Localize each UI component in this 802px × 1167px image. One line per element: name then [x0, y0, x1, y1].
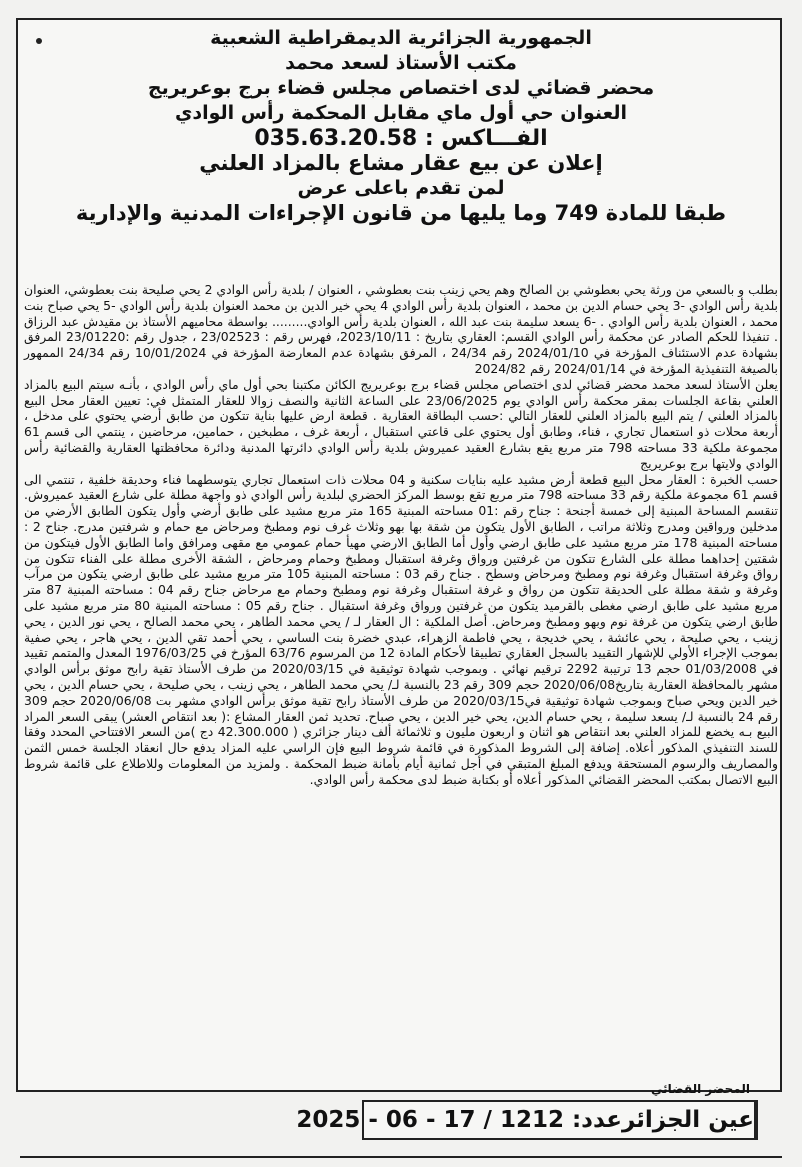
office-address: العنوان حي أول ماي مقابل المحكمة رأس الوادي — [174, 102, 628, 124]
signature-label: المحضر القضائي — [650, 1082, 750, 1096]
bottom-divider — [20, 1156, 782, 1162]
publication-reference: عين الجزائرعدد: 1212 / 17 - 06 - 2025 — [362, 1100, 758, 1140]
announcement-body — [24, 282, 778, 788]
office-name: مكتب الأستاذ لسعد محمد — [285, 52, 517, 74]
notice-subtitle: لمن تقدم باعلى عرض — [297, 177, 505, 199]
announcement-header — [20, 26, 782, 226]
notice-title: إعلان عن بيع عقار مشاع بالمزاد العلني — [199, 151, 603, 175]
fax-number: الفـــاكس : 035.63.20.58 — [254, 126, 548, 151]
bailiff-title: محضر قضائي لدى اختصاص مجلس قضاء برج بوعريريج — [147, 77, 655, 99]
republic-title: الجمهورية الجزائرية الديمقراطية الشعبية — [210, 27, 592, 49]
paragraph-sale: يعلن الأستاذ لسعد محمد محضر قضائي لدى اختصاص مجلس قضاء برج بوعريريج الكائن مكتبنا بحي أول ماي رأس الوادي ، بأنـه سيتم البيع بالمزاد العلني بقاعة الجلسات بمقر محكمة رأس الوادي يوم 23/06/2025 على الساعة الثانية والنصف زوالا للعقار المتمثل في: تعيين العقار محل البيع بالمزاد العلني / يتم البيع بالمزاد العلني للعقار التالي :حسب البطاقة العقارية . قطعة ارض عليها بناية تتكون من طابق أرضي يحتوي على مدخل ، أربعة محلات ذو استعمال تجاري ، فناء، وطابق أول يحتوي على قاعتي استقبال ، أربعة غرف ، مطبخين ، حمامين، مرحاضين ، ينتمي الى قسم 61 مجموعة ملكية 33 مساحته 798 متر مربع يقع بشارع العقيد عميروش بلدية رأس الوادي دائرتها المدنية ودائرة محافظتها العقارية والقضائية رأس الوادي ولايتها برج بوعريريج — [24, 376, 779, 471]
legal-article: طبقا للمادة 749 وما يليها من قانون الإجراءات المدنية والإدارية — [75, 201, 727, 225]
paragraph-plaintiffs: بطلب و بالسعي من ورثة يحي بعطوشي بن الصالح وهم يحي زينب بنت بعطوشي ، العنوان / بلدية رأس الوادي 2 يحي صليحة بنت بعطوشي، العنوان بلدية رأس الوادي -3 يحي حسام الدين بن محمد ، العنوان بلدية رأس الوادي 4 يحي خير الدين بن محمد العنوان بلدية رأس الوادي -5 يحي صباح بنت محمد ، العنوان بلدية رأس الوادي . -6 يسعد سليمة بنت عبد الله ، العنوان بلدية رأس الوادي......... بواسطة محاميهم الأستاذ بن مقيدش عبد الرزاق . تنفيذا للحكم الصادر عن محكمة رأس الوادي القسم: العقاري بتاريخ : 2023/10/11، فهرس رقم : 23/02523 ، جدول رقم :23/01220 المرفق بشهادة عدم الاستئناف المؤرخة في 2024/01/10 رقم 24/34 ، المرفق بشهادة عدم المعارضة المؤرخة في 10/01/2024 رقم 24/34 الممهور بالصيغة التنفيذية المؤرخة في 2024/01/14 رقم 2024/82 — [24, 282, 779, 376]
paragraph-expertise: حسب الخبرة : العقار محل البيع قطعة أرض مشيد عليه بنايات سكنية و 04 محلات ذات استعمال تجاري يتوسطهما فناء وحديقة خلفية ، تنتمي الى قسم 61 مجموعة ملكية رقم 33 مساحته 798 متر مربع تقع بوسط المركز الحضري لبلدية رأس الوادي ذو واجهة مطلة على شارع العقيد عميروش. تنقسم المساحة المبنية إلى خمسة أجنحة : جناح رقم :01 مساحته المبنية 165 متر مربع مشيد على طابق أرضي وأول يتكون الطابق الأرضي من مدخلين ورواقين ومدرج وثلاثة مراتب ، الطابق الأول يتكون من شقة بها بهو وثلاث غرف نوم ومطبخ ومرحاض مع حمام و شرفتين مدرج. جناح 2 : مساحته المبنية 178 متر مربع مشيد على طابق ارضي وأول أما الطابق الارضي مهيأ حمام عمومي مع مقهى ومرافق واما الطابق الأول فيتكون من شقتين إحداهما مطلة على الشارع تتكون من غرفتين ورواق وغرفة استقبال ومطبخ وحمام ومرحاض ، الشقة الأخرى مطلة على الفناء تتكون من رواق وغرفة استقبال وغرفة نوم ومطبخ ومرحاض وسطح . جناح رقم 03 : مساحته المبنية 105 متر مربع مشيد على طابق ارضي يتكون من مرآب وغرفة و شقة مطلة على الحديقة تتكون من رواق و غرفة استقبال وغرفة نوم ومطبخ وحمام مع مرحاض جناح رقم 04 : مساحته المبنية 87 متر مربع مشيد على طابق ارضي مغطى بالقرميد يتكون من غرفتين ورواق وغرفة استقبال . جناح رقم 05 : مساحته المبنية 80 متر مربع مشيد على طابق ارضي يتكون من غرفة نوم وبهو ومطبخ ومرحاض. أصل الملكية : ال العقار لـ / يحي محمد الطاهر ، يحي محمد الصالح ، يحي نور الدين ، يحي زينب ، يحي صليحة ، يحي عائشة ، يحي خديجة ، يحي فاطمة الزهراء، عبدي خضرة بنت الساسي ، يحي أحمد تقي الدين ، يحي هاجر ، يحي صفية بموجب الإجراء الأولي للإشهار التقييد بالسجل العقاري تطبيقا لأحكام المادة 12 من المرسوم 63/76 المؤرخ في 1976/03/25 المعدل والمتمم تقييد في 01/03/2008 حجم 13 ترتيبة 2292 ترقيم نهائي . وبموجب شهادة توثيقية في 2020/03/15 من طرف الأستاذ تقية رابح موثق برأس الوادي مشهر بالمحافظة العقارية بتاريخ2020/06/08 حجم 309 رقم 23 بالنسبة لـ/ يحي محمد الطاهر ، يحي زينب ، يحي صليحة ، يحي حسام الدين ، يحي خير الدين ويحي صباح وبموجب شهادة توثيقية في2020/03/15 من طرف الأستاذ رابح تقية موثق برأس الوادي مشهر بت 2020/06/08 حجم 309 رقم 24 بالنسبة لـ/ يسعد سليمة ، يحي حسام الدين، يحي خير الدين ، يحي صباح. تحديد ثمن العقار المشاع :( بعد انتقاص العشر) يبقى السعر المراد البيع بـه يخضع للمزاد العلني بعد انتقاص هو اثنان و اربعون مليون و ثلاثمائة ألف دينار جزائري ( 42.300.000 دج )من السعر الافتتاحي المحدد وفقا للسند التنفيذي المذكور أعلاه. إضافة إلى الشروط المذكورة في قائمة شروط البيع فإن الراسي عليه المزاد يدفع حال انعقاد الجلسة خمس الثمن والمصاريف والرسوم المستحقة ويدفع المبلغ المتبقي في أجل ثمانية أيام بأمانة ضبط المحكمة . ولمزيد من المعلومات وللاطلاع على قائمة شروط البيع الاتصال بمكتب المحضر القضائي المذكور أعلاه أو بكتابة ضبط لدى محكمة رأس الوادي. — [24, 471, 779, 787]
